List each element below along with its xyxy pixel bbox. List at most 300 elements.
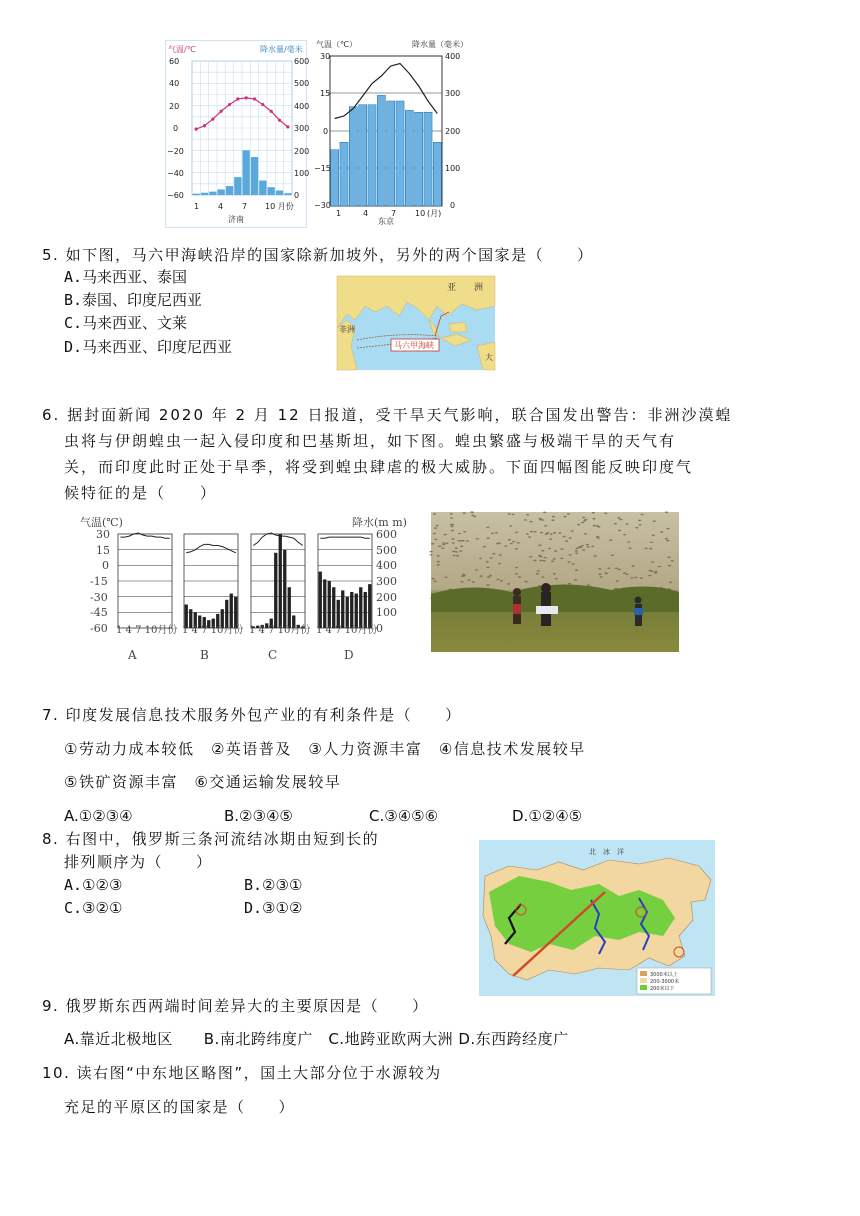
locust bbox=[545, 533, 548, 535]
locust bbox=[572, 563, 575, 565]
locust bbox=[526, 533, 529, 535]
locust bbox=[444, 577, 447, 579]
q6-precip-bar bbox=[364, 592, 367, 628]
locust bbox=[551, 519, 554, 521]
q5-option-c[interactable]: C.马来西亚、文莱 bbox=[64, 314, 188, 332]
q6-panel-labels bbox=[127, 648, 354, 662]
jinan-temp-point bbox=[270, 110, 273, 113]
locust bbox=[563, 516, 566, 518]
locust bbox=[567, 561, 570, 563]
locust bbox=[666, 528, 669, 530]
locust bbox=[578, 546, 581, 548]
locust bbox=[567, 513, 570, 515]
jinan-temp-tick: −60 bbox=[167, 191, 184, 200]
locust bbox=[475, 569, 478, 571]
locust bbox=[486, 584, 489, 586]
locust bbox=[629, 548, 632, 550]
locust bbox=[597, 526, 600, 528]
locust bbox=[539, 560, 542, 562]
locust bbox=[581, 545, 584, 547]
locust bbox=[437, 564, 440, 566]
locust bbox=[452, 551, 455, 553]
tokyo-month-tick: 10 bbox=[415, 209, 426, 218]
tokyo-precip-bar bbox=[349, 107, 357, 206]
locust bbox=[597, 537, 600, 539]
locust bbox=[600, 576, 603, 578]
locust bbox=[529, 521, 532, 523]
q8-stem-line-1: 8. 右图中，俄罗斯三条河流结冰期由短到长的 bbox=[42, 830, 380, 848]
locust bbox=[538, 555, 541, 557]
locust bbox=[591, 546, 594, 548]
locust bbox=[433, 533, 436, 535]
q6-temp-tick: 30 bbox=[96, 528, 110, 541]
locust bbox=[665, 511, 668, 513]
tokyo-caption: 东京 bbox=[378, 217, 394, 226]
locust bbox=[483, 546, 486, 548]
locust bbox=[451, 526, 454, 528]
legend-label-low: 200米以下 bbox=[650, 986, 675, 992]
locust bbox=[472, 581, 475, 583]
jinan-temp-point bbox=[245, 96, 248, 99]
q6-precip-bar bbox=[368, 584, 371, 628]
jinan-grid bbox=[192, 61, 292, 195]
locust bbox=[500, 580, 503, 582]
locust bbox=[452, 555, 455, 557]
legend-swatch-mid bbox=[640, 978, 647, 983]
locust bbox=[615, 568, 618, 570]
locust bbox=[563, 536, 566, 538]
jinan-precip-bar bbox=[251, 157, 258, 195]
locust bbox=[617, 517, 620, 519]
locust bbox=[529, 556, 532, 558]
locust bbox=[611, 555, 614, 557]
jinan-precip-bar bbox=[243, 150, 250, 195]
locust bbox=[441, 548, 444, 550]
locust bbox=[539, 519, 542, 521]
locust bbox=[592, 518, 595, 520]
q6-precip-bar bbox=[341, 590, 344, 628]
q7-conditions-line-2: ⑤铁矿资源丰富 ⑥交通运输发展较早 bbox=[64, 773, 342, 791]
q6-stem-line-3: 关，而印度此时正处于旱季，将受到蝗虫肆虐的极大威胁。下面四幅图能反映印度气 bbox=[64, 458, 694, 476]
legend-label-high: 3000米以上 bbox=[650, 972, 678, 978]
locust bbox=[460, 546, 463, 548]
locust bbox=[544, 525, 547, 527]
locust bbox=[538, 544, 541, 546]
q7-conditions-line-1: ①劳动力成本较低 ②英语普及 ③人力资源丰富 ④信息技术发展较早 bbox=[64, 740, 586, 758]
tokyo-precip-bar bbox=[340, 142, 348, 206]
locust bbox=[515, 548, 518, 550]
jinan-precip-bar bbox=[226, 186, 233, 195]
locust bbox=[605, 572, 608, 574]
locust bbox=[442, 544, 445, 546]
q7-option-c[interactable]: C.③④⑤⑥ bbox=[369, 807, 439, 825]
locust bbox=[553, 532, 556, 534]
q6-precip-tick: 300 bbox=[376, 575, 397, 588]
locust bbox=[504, 545, 507, 547]
locust bbox=[510, 543, 513, 545]
q6-panels bbox=[118, 533, 372, 628]
locust bbox=[431, 543, 434, 545]
locust bbox=[594, 555, 597, 557]
locust bbox=[471, 512, 474, 514]
q9-stem: 9. 俄罗斯东西两端时间差异大的主要原因是（ ） bbox=[42, 997, 429, 1015]
jinan-temp-point bbox=[203, 124, 206, 127]
q7-option-a[interactable]: A.①②③④ bbox=[64, 807, 133, 825]
tokyo-precip-tick: 100 bbox=[445, 164, 461, 173]
locust bbox=[568, 554, 571, 556]
q6-precip-ticks bbox=[376, 528, 397, 635]
jinan-precip-bar bbox=[276, 191, 283, 195]
q6-precip-tick: 100 bbox=[376, 606, 397, 619]
locust bbox=[471, 515, 474, 517]
q5-option-d[interactable]: D.马来西亚、印度尼西亚 bbox=[64, 338, 233, 356]
locust bbox=[586, 544, 589, 546]
locust bbox=[517, 542, 520, 544]
jinan-precip-tick: 600 bbox=[294, 57, 310, 66]
q6-precip-bar bbox=[234, 597, 237, 628]
locust bbox=[511, 514, 514, 516]
map-label-strait: 马六甲海峡 bbox=[394, 341, 434, 350]
locust bbox=[486, 527, 489, 529]
locust bbox=[598, 568, 601, 570]
locust bbox=[462, 540, 465, 542]
tokyo-precip-axis-label: 降水量（毫米） bbox=[412, 40, 468, 49]
locust bbox=[541, 576, 544, 578]
russia-rivers-map bbox=[479, 840, 715, 996]
tokyo-month-tick: 4 bbox=[363, 209, 369, 218]
locust bbox=[452, 542, 455, 544]
tokyo-precip-bar bbox=[368, 105, 376, 206]
q6-precip-tick: 600 bbox=[376, 528, 397, 541]
q6-precip-bar bbox=[332, 587, 335, 628]
locust bbox=[479, 558, 482, 560]
malacca-strait-map bbox=[337, 276, 495, 370]
locust bbox=[541, 550, 544, 552]
locust bbox=[492, 553, 495, 555]
q6-panel-label-c: C bbox=[268, 648, 278, 662]
jinan-precip-bar bbox=[268, 187, 275, 195]
legend-swatch-high bbox=[640, 971, 647, 976]
locust bbox=[576, 547, 579, 549]
locust bbox=[508, 539, 511, 541]
locust bbox=[619, 519, 622, 521]
locust bbox=[671, 560, 674, 562]
q10-stem-line-2: 充足的平原区的国家是（ ） bbox=[64, 1098, 296, 1116]
tokyo-month-tick: (月) bbox=[427, 209, 442, 218]
locust bbox=[625, 574, 628, 576]
q6-stem-line-2: 虫将与伊朗蝗虫一起入侵印度和巴基斯坦，如下图。蝗虫繁盛与极端干旱的天气有 bbox=[64, 432, 677, 450]
q6-precip-bar bbox=[350, 592, 353, 628]
q8-stem-line-2: 排列顺序为（ ） bbox=[64, 853, 213, 871]
jinan-temp-ticks bbox=[167, 57, 184, 200]
locust bbox=[536, 573, 539, 575]
locust bbox=[486, 561, 489, 563]
locust bbox=[509, 525, 512, 527]
locust bbox=[668, 565, 671, 567]
jinan-temp-tick: 20 bbox=[169, 102, 180, 111]
locust bbox=[660, 531, 663, 533]
locust bbox=[630, 577, 633, 579]
jinan-temp-tick: 40 bbox=[169, 79, 180, 88]
q9-options[interactable]: A.靠近北极地区 B.南北跨纬度广 C.地跨亚欧两大洲 D.东西跨经度广 bbox=[64, 1030, 569, 1048]
q6-temp-tick: -45 bbox=[90, 606, 108, 619]
locust bbox=[639, 524, 642, 526]
locust bbox=[583, 520, 586, 522]
locust bbox=[512, 541, 515, 543]
locust bbox=[462, 574, 465, 576]
locust bbox=[592, 512, 595, 514]
locust bbox=[486, 567, 489, 569]
locust bbox=[581, 522, 584, 524]
map-label-arctic: 北 冰 洋 bbox=[589, 848, 624, 856]
q6-panel-label-d: D bbox=[344, 648, 354, 662]
locust bbox=[450, 517, 453, 519]
legend-swatch-low bbox=[640, 985, 647, 990]
jinan-temp-tick: −40 bbox=[167, 169, 184, 178]
locust bbox=[463, 512, 466, 514]
locust bbox=[560, 558, 563, 560]
jinan-month-tick: 1 bbox=[194, 202, 200, 211]
locust bbox=[649, 548, 652, 550]
tokyo-temp-tick: −30 bbox=[314, 201, 331, 210]
locust bbox=[445, 543, 448, 545]
tokyo-precip-bar bbox=[415, 112, 423, 206]
locust bbox=[631, 565, 634, 567]
locust bbox=[552, 516, 555, 518]
locust bbox=[490, 557, 493, 559]
q8-option-b[interactable]: B.②③① bbox=[244, 876, 303, 894]
tokyo-precip-bar bbox=[377, 95, 385, 206]
locust bbox=[487, 537, 490, 539]
locust bbox=[434, 539, 437, 541]
q6-precip-bar bbox=[274, 553, 277, 628]
russia-map-svg bbox=[479, 840, 715, 996]
locust bbox=[575, 569, 578, 571]
jinan-temp-axis-label: 气温/℃ bbox=[168, 45, 196, 54]
locust bbox=[455, 548, 458, 550]
locust bbox=[515, 532, 518, 534]
jinan-temp-tick: 0 bbox=[173, 124, 179, 133]
q5-option-a[interactable]: A.马来西亚、泰国 bbox=[64, 268, 188, 286]
tokyo-precip-tick: 400 bbox=[445, 52, 461, 61]
q6-temp-tick: -60 bbox=[90, 622, 108, 635]
q6-precip-tick: 200 bbox=[376, 591, 397, 604]
q5-stem: 5. 如下图，马六甲海峡沿岸的国家除新加坡外，另外的两个国家是（ ） bbox=[42, 246, 594, 264]
jinan-precip-bar bbox=[259, 180, 266, 195]
q6-precip-bar bbox=[279, 534, 282, 628]
locust bbox=[433, 513, 436, 515]
locust bbox=[616, 580, 619, 582]
locust bbox=[434, 527, 437, 529]
locust bbox=[554, 550, 557, 552]
q6-temp-tick: 0 bbox=[102, 559, 109, 572]
locust bbox=[648, 575, 651, 577]
locust bbox=[607, 567, 610, 569]
q6-precip-bar bbox=[323, 579, 326, 628]
locust bbox=[627, 541, 630, 543]
locust bbox=[593, 525, 596, 527]
q7-stem: 7. 印度发展信息技术服务外包产业的有利条件是（ ） bbox=[42, 706, 462, 724]
locust bbox=[648, 570, 651, 572]
locust bbox=[652, 535, 655, 537]
jinan-precip-tick: 500 bbox=[294, 79, 310, 88]
q6-precip-bar bbox=[319, 572, 322, 628]
locust bbox=[466, 540, 469, 542]
legend-label-mid: 200-3000米 bbox=[650, 979, 680, 985]
locust bbox=[507, 583, 510, 585]
locust bbox=[460, 581, 463, 583]
locust bbox=[614, 523, 617, 525]
jinan-temp-point bbox=[286, 125, 289, 128]
q7-option-b[interactable]: B.②③④⑤ bbox=[224, 807, 293, 825]
q6-climate-charts bbox=[76, 512, 416, 666]
locust bbox=[650, 542, 653, 544]
locust bbox=[618, 530, 621, 532]
locust bbox=[524, 519, 527, 521]
tokyo-precip-bar bbox=[424, 112, 432, 206]
locust bbox=[450, 513, 453, 515]
jinan-precip-bar bbox=[193, 194, 200, 195]
locust bbox=[543, 512, 546, 514]
locust bbox=[565, 540, 568, 542]
locust bbox=[549, 538, 552, 540]
locust bbox=[437, 555, 440, 557]
locust bbox=[499, 554, 502, 556]
q6-stem-line-4: 候特征的是（ ） bbox=[64, 484, 218, 502]
locust bbox=[568, 583, 571, 585]
locust bbox=[458, 533, 461, 535]
q6-precip-bar bbox=[346, 597, 349, 628]
locust bbox=[550, 533, 553, 535]
locust bbox=[626, 523, 629, 525]
locust bbox=[543, 560, 546, 562]
q6-precip-bar bbox=[230, 594, 233, 628]
locust bbox=[623, 534, 626, 536]
locust bbox=[645, 548, 648, 550]
q6-temp-tick: 15 bbox=[96, 544, 110, 557]
climate-chart-jinan bbox=[165, 40, 310, 228]
jinan-temp-point bbox=[253, 97, 256, 100]
locust bbox=[618, 569, 621, 571]
locust bbox=[451, 530, 454, 532]
tokyo-precip-bar bbox=[359, 105, 367, 206]
locust bbox=[526, 514, 529, 516]
q5-option-b[interactable]: B.泰国、印度尼西亚 bbox=[64, 291, 203, 309]
locust bbox=[555, 578, 558, 580]
tokyo-precip-bar bbox=[387, 101, 395, 206]
jinan-temp-point bbox=[195, 128, 198, 131]
jinan-precip-tick: 100 bbox=[294, 169, 310, 178]
locust bbox=[498, 542, 501, 544]
q6-precip-bar bbox=[355, 594, 358, 628]
jinan-precip-tick: 300 bbox=[294, 124, 310, 133]
locust bbox=[640, 577, 643, 579]
locust bbox=[666, 540, 669, 542]
q8-option-a[interactable]: A.①②③ bbox=[64, 876, 123, 894]
locust bbox=[551, 561, 554, 563]
tokyo-precip-bar bbox=[331, 150, 339, 206]
map-label-africa: 非洲 bbox=[339, 325, 355, 334]
locust bbox=[653, 520, 656, 522]
locust bbox=[553, 558, 556, 560]
tokyo-month-tick: 1 bbox=[336, 209, 342, 218]
locust bbox=[457, 540, 460, 542]
jinan-precip-bar bbox=[284, 193, 291, 195]
tokyo-temp-tick: 15 bbox=[320, 89, 331, 98]
tokyo-month-tick: 7 bbox=[391, 209, 397, 218]
q6-month-tick-a: 1 4 7 10月份 bbox=[116, 625, 178, 636]
q6-month-tick-b: 1 4 7 10月份 bbox=[182, 625, 244, 636]
locust bbox=[569, 537, 572, 539]
tokyo-precip-tick: 200 bbox=[445, 127, 461, 136]
locust bbox=[667, 557, 670, 559]
climate-chart-tokyo bbox=[312, 38, 468, 226]
locust bbox=[495, 532, 498, 534]
jinan-precip-bar bbox=[234, 177, 241, 195]
tokyo-precip-bar bbox=[433, 142, 441, 206]
locust bbox=[528, 536, 531, 538]
q6-precip-tick: 400 bbox=[376, 559, 397, 572]
locust bbox=[533, 560, 536, 562]
locust bbox=[451, 538, 454, 540]
locust bbox=[558, 532, 561, 534]
q8-option-c[interactable]: C.③②① bbox=[64, 899, 123, 917]
locust bbox=[468, 579, 471, 581]
locust bbox=[560, 548, 563, 550]
q6-precip-bar bbox=[359, 587, 362, 628]
locust bbox=[491, 533, 494, 535]
q6-temp-tick: -30 bbox=[90, 591, 108, 604]
locust bbox=[582, 549, 585, 551]
jinan-temp-point bbox=[220, 110, 223, 113]
locust bbox=[553, 573, 556, 575]
locust bbox=[456, 555, 459, 557]
locust bbox=[577, 524, 580, 526]
locust bbox=[537, 570, 540, 572]
locust bbox=[533, 531, 536, 533]
locust bbox=[434, 580, 437, 582]
tokyo-temp-tick: 30 bbox=[320, 52, 331, 61]
locust bbox=[658, 566, 661, 568]
jinan-temp-point bbox=[278, 119, 281, 122]
locust bbox=[450, 524, 453, 526]
locust bbox=[479, 575, 482, 577]
q7-option-d[interactable]: D.①②④⑤ bbox=[512, 807, 583, 825]
locust bbox=[635, 527, 638, 529]
jinan-temp-point bbox=[228, 103, 231, 106]
locust bbox=[438, 545, 441, 547]
locust bbox=[429, 551, 432, 553]
q6-precip-bar bbox=[337, 600, 340, 628]
map-label-ocean: 大 bbox=[485, 353, 493, 362]
locust bbox=[598, 573, 601, 575]
map-label-asia: 亚 洲 bbox=[447, 283, 484, 293]
locust bbox=[651, 561, 654, 563]
q8-option-d[interactable]: D.③①② bbox=[244, 899, 303, 917]
locust bbox=[432, 578, 435, 580]
jinan-precip-tick: 200 bbox=[294, 147, 310, 156]
jinan-temp-point bbox=[236, 97, 239, 100]
locust bbox=[455, 551, 458, 553]
jinan-month-tick: 7 bbox=[242, 202, 248, 211]
locust bbox=[584, 533, 587, 535]
q10-stem-line-1: 10. 读右图“中东地区略图”，国土大部分位于水源较为 bbox=[42, 1064, 442, 1082]
q6-climate-svg bbox=[76, 512, 416, 666]
locust bbox=[508, 513, 511, 515]
locust bbox=[641, 514, 644, 516]
jinan-temp-point bbox=[261, 103, 264, 106]
locust bbox=[604, 513, 607, 515]
